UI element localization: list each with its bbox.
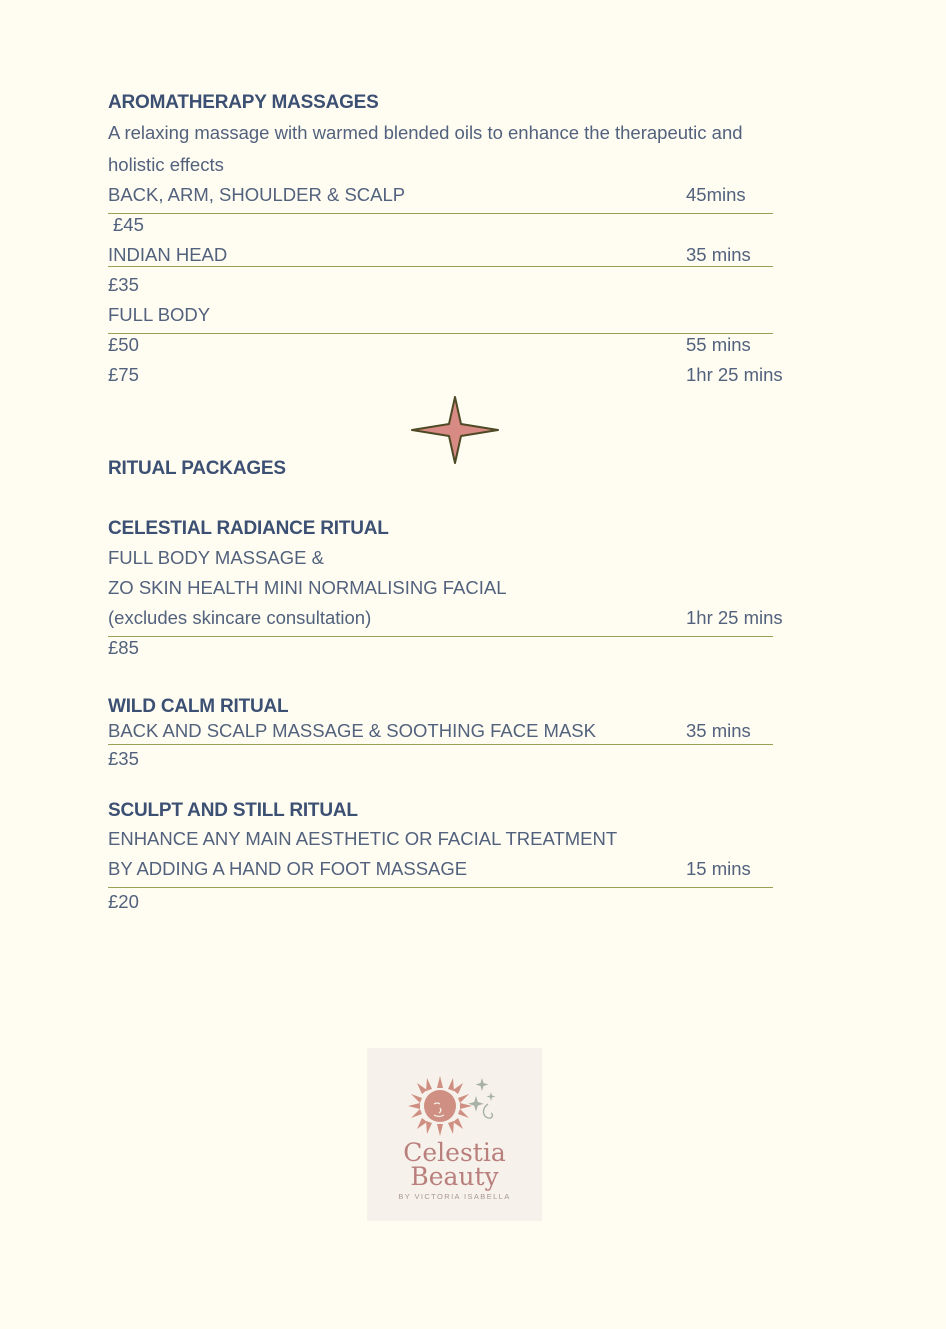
divider [108,266,773,267]
divider [108,887,773,888]
package-line: BY ADDING A HAND OR FOOT MASSAGE [108,858,468,879]
brand-logo [367,1048,542,1221]
logo-subtitle: BY VICTORIA ISABELLA [398,1192,511,1201]
package-line: (excludes skincare consultation) [108,607,372,628]
four-point-star-icon [411,396,499,464]
service-price: £45 [113,214,144,235]
package-duration: 35 mins [686,720,751,741]
package-price: £85 [108,637,139,658]
divider [108,744,773,745]
package-price: £35 [108,748,139,769]
sparkle-icon [468,1078,495,1112]
package-line: BACK AND SCALP MASSAGE & SOOTHING FACE MASK [108,720,596,741]
service-name: BACK, ARM, SHOULDER & SCALP [108,184,406,205]
package-duration: 1hr 25 mins [686,607,783,628]
service-price: £50 [108,334,139,355]
service-price: £35 [108,274,139,295]
sun-face-icon [405,1074,505,1140]
service-duration: 1hr 25 mins [686,364,783,385]
divider [108,213,773,214]
logo-text: Beauty [410,1162,499,1191]
package-duration: 15 mins [686,858,751,879]
section-description: A relaxing massage with warmed blended oils to enhance the therapeutic and [108,122,743,143]
section-description: holistic effects [108,154,224,175]
logo-text: Celestia [403,1138,506,1167]
section-heading-aromatherapy: AROMATHERAPY MASSAGES [108,92,379,113]
service-duration: 35 mins [686,244,751,265]
package-name: CELESTIAL RADIANCE RITUAL [108,518,389,539]
package-line: ZO SKIN HEALTH MINI NORMALISING FACIAL [108,577,507,598]
divider [108,333,773,334]
service-name: INDIAN HEAD [108,244,228,265]
package-name: SCULPT AND STILL RITUAL [108,800,358,821]
package-line: FULL BODY MASSAGE & [108,547,324,568]
divider [108,636,773,637]
service-price: £75 [108,364,139,385]
service-name: FULL BODY [108,304,211,325]
package-line: ENHANCE ANY MAIN AESTHETIC OR FACIAL TREATMENT [108,828,618,849]
section-heading-ritual: RITUAL PACKAGES [108,458,286,479]
package-price: £20 [108,891,139,912]
service-duration: 45mins [686,184,746,205]
package-name: WILD CALM RITUAL [108,696,289,717]
service-duration: 55 mins [686,334,751,355]
